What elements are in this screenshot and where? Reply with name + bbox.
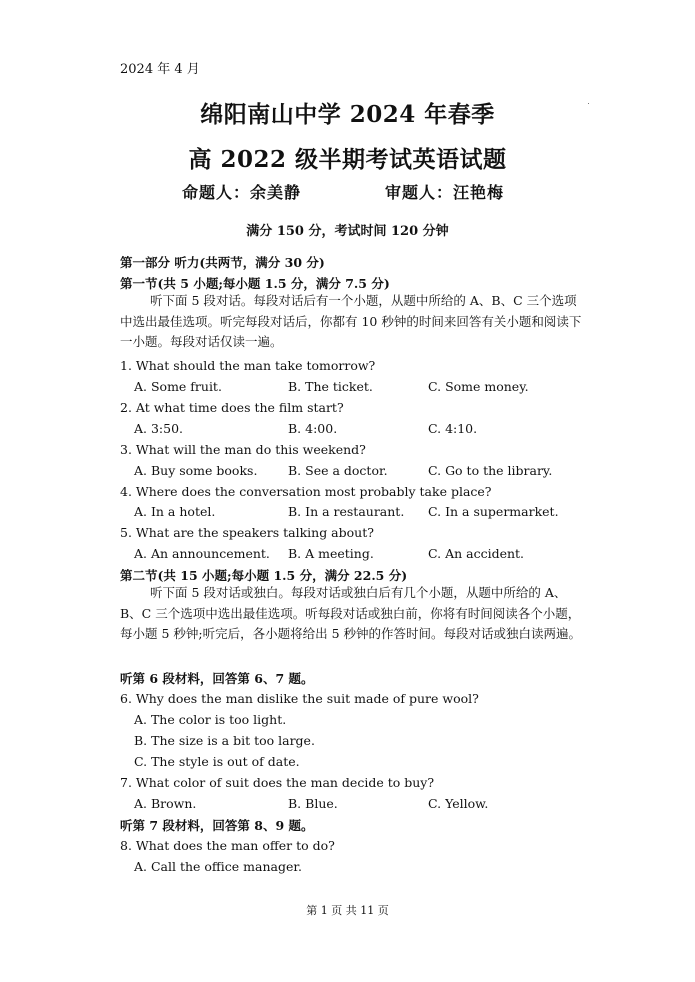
question-7: 7. What color of suit does the man decide to buy? [120,775,435,790]
material-7-heading: 听第 7 段材料，回答第 8、9 题。 [120,818,314,833]
q3-option-a: A. Buy some books. [134,463,258,478]
page-footer: 第 1 页 共 11 页 [306,904,389,917]
question-6: 6. Why does the man dislike the suit made of pure wool? [120,691,479,706]
question-3: 3. What will the man do this weekend? [120,442,366,457]
q2-option-b: B. 4:00. [288,421,338,436]
exam-date: 2024 年 4 月 [120,62,200,77]
question-5: 5. What are the speakers talking about? [120,525,374,540]
q4-option-b: B. In a restaurant. [288,504,405,519]
q2-option-a: A. 3:50. [134,421,184,436]
section2-instructions: 听下面 5 段对话或独白。每段对话或独白后有几个小题，从题中所给的 A、B、C 三个选项中选出最佳选项。听每段对话或独白前，你将有时间阅读各个小题，每小题 5 秒钟;听完后，各小题将给出 5 秒钟的作答时间。每段对话或独白读两遍。 [120,585,582,642]
material-6-heading: 听第 6 段材料，回答第 6、7 题。 [120,671,314,686]
q5-option-a: A. An announcement. [134,546,270,561]
section2-heading: 第二节(共 15 小题;每小题 1.5 分，满分 22.5 分) [120,568,408,583]
q1-option-c: C. Some money. [428,379,529,394]
q2-option-c: C. 4:10. [428,421,478,436]
q6-option-b: B. The size is a bit too large. [134,733,315,748]
q7-option-c: C. Yellow. [428,796,489,811]
question-8: 8. What does the man offer to do? [120,838,335,853]
q3-option-b: B. See a doctor. [288,463,388,478]
title-school: 绵阳南山中学 2024 年春季 [200,101,495,128]
section1-instructions: 听下面 5 段对话。每段对话后有一个小题，从题中所给的 A、B、C 三个选项中选出最佳选项。听完每段对话后，你都有 10 秒钟的时间来回答有关小题和阅读下一小题。每段对话仅读一遍。 [120,293,582,350]
q5-option-c: C. An accident. [428,546,525,561]
q3-option-c: C. Go to the library. [428,463,553,478]
q7-option-a: A. Brown. [134,796,197,811]
q5-option-b: B. A meeting. [288,546,374,561]
q6-option-c: C. The style is out of date. [134,754,300,769]
q4-option-a: A. In a hotel. [134,504,216,519]
section1-heading: 第一节(共 5 小题;每小题 1.5 分，满分 7.5 分) [120,276,390,291]
question-2: 2. At what time does the film start? [120,400,344,415]
setter-name: 命题人：余美静 [182,183,302,202]
q1-option-b: B. The ticket. [288,379,373,394]
reviewer-name: 审题人：汪艳梅 [385,183,505,202]
part1-heading: 第一部分 听力(共两节，满分 30 分) [120,255,325,270]
q8-option-a: A. Call the office manager. [134,859,302,874]
q7-option-b: B. Blue. [288,796,338,811]
score-and-time: 满分 150 分，考试时间 120 分钟 [246,224,449,239]
q1-option-a: A. Some fruit. [134,379,222,394]
q4-option-c: C. In a supermarket. [428,504,559,519]
q6-option-a: A. The color is too light. [134,712,287,727]
question-4: 4. Where does the conversation most probably take place? [120,484,492,499]
question-1: 1. What should the man take tomorrow? [120,358,376,373]
title-exam: 高 2022 级半期考试英语试题 [188,146,507,173]
